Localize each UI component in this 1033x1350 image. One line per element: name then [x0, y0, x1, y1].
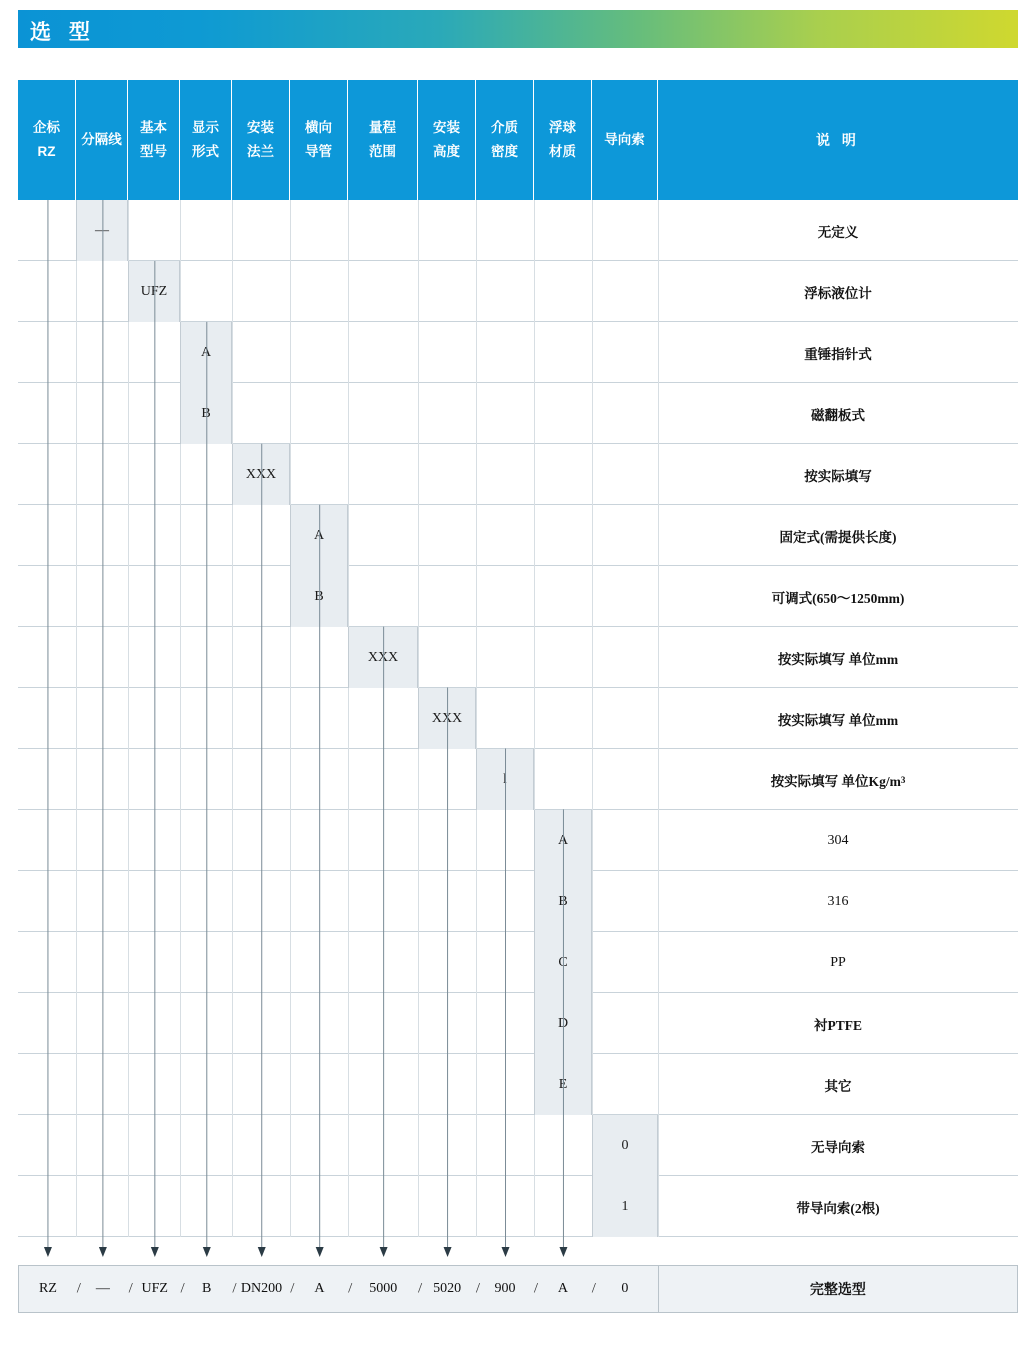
summary-value-text: A: [314, 1281, 325, 1296]
header-cell-7: [418, 80, 476, 200]
summary-value-text: UFZ: [141, 1281, 168, 1296]
header-cell-9: [534, 80, 592, 200]
header-cell-line2: RZ: [37, 144, 56, 159]
page-title: 选 型: [30, 21, 96, 44]
option-code: A: [534, 810, 592, 871]
header-cell-line1: 浮球: [549, 120, 576, 136]
option-row: [18, 749, 1018, 810]
column-separator: [128, 932, 129, 993]
option-code: B: [180, 383, 232, 444]
header-cell-line1: 安装: [247, 120, 274, 136]
option-row: [18, 1176, 1018, 1237]
column-separator: [348, 810, 349, 871]
summary-row: [18, 1265, 1018, 1313]
header-cell-line1: 说 明: [816, 131, 860, 148]
column-separator: [290, 1176, 291, 1237]
column-separator: [348, 688, 349, 749]
column-separator: [348, 200, 349, 261]
header-cell-line2: 法兰: [247, 144, 274, 159]
column-separator: [418, 871, 419, 932]
column-separator: [290, 871, 291, 932]
header-cell-10: [592, 80, 658, 200]
option-code: XXX: [232, 444, 290, 505]
summary-value-text: 0: [621, 1281, 629, 1296]
column-separator: [180, 566, 181, 627]
option-code: XXX: [348, 627, 418, 688]
summary-separator: /: [76, 1280, 81, 1297]
column-separator: [592, 749, 593, 810]
column-separator: [592, 810, 593, 871]
column-separator: [76, 1115, 77, 1176]
column-separator: [476, 444, 477, 505]
option-description: 浮标液位计: [804, 285, 872, 301]
leader-arrowhead: [99, 1247, 107, 1257]
header-cell-line2: 密度: [491, 144, 518, 159]
summary-separator: /: [591, 1280, 596, 1297]
column-separator: [180, 505, 181, 566]
option-description: 重锤指针式: [804, 346, 872, 362]
summary-separator: /: [475, 1280, 481, 1297]
option-code: B: [534, 871, 592, 932]
option-row: [18, 1115, 1018, 1176]
column-separator: [348, 1115, 349, 1176]
column-separator: [290, 1054, 291, 1115]
column-separator: [592, 871, 593, 932]
column-separator: [534, 627, 535, 688]
column-separator: [232, 993, 233, 1054]
summary-value: [181, 1266, 237, 1312]
column-separator: [128, 749, 129, 810]
option-code: A: [290, 505, 348, 566]
column-separator: [534, 505, 535, 566]
option-description: 316: [827, 893, 849, 909]
header-cell-line1: 安装: [433, 120, 460, 136]
column-separator: [290, 200, 291, 261]
column-separator: [232, 871, 233, 932]
column-separator: [418, 383, 419, 444]
column-separator: [290, 749, 291, 810]
column-separator: [128, 810, 129, 871]
column-separator: [534, 322, 535, 383]
column-separator: [290, 444, 291, 505]
column-separator: [418, 444, 419, 505]
column-separator: [592, 444, 593, 505]
header-cell-line2: 形式: [192, 144, 219, 159]
summary-value: [534, 1266, 596, 1312]
column-separator: [348, 261, 349, 322]
header-cell-1: [76, 80, 128, 200]
summary-value-text: A: [557, 1281, 568, 1296]
summary-value-text: 900: [494, 1281, 516, 1296]
column-separator: [592, 932, 593, 993]
option-description: 按实际填写: [804, 468, 872, 484]
column-separator: [180, 871, 181, 932]
column-separator: [232, 566, 233, 627]
column-separator: [418, 1054, 419, 1115]
column-separator: [476, 993, 477, 1054]
column-separator: [76, 505, 77, 566]
column-separator: [418, 505, 419, 566]
column-separator: [180, 932, 181, 993]
column-separator: [128, 871, 129, 932]
column-separator: [76, 871, 77, 932]
column-separator: [534, 1115, 535, 1176]
option-description: 带导向索(2根): [796, 1200, 880, 1216]
column-separator: [534, 383, 535, 444]
column-separator: [418, 566, 419, 627]
column-separator: [232, 688, 233, 749]
column-separator: [476, 871, 477, 932]
option-description: 衬PTFE: [813, 1017, 862, 1033]
column-separator: [534, 749, 535, 810]
column-separator: [180, 1054, 181, 1115]
column-separator: [418, 993, 419, 1054]
header-cell-line1: 显示: [192, 120, 219, 136]
column-separator: [76, 322, 77, 383]
column-separator: [290, 993, 291, 1054]
column-separator: [418, 1176, 419, 1237]
column-separator: [476, 688, 477, 749]
option-row: [18, 810, 1018, 871]
option-row: [18, 200, 1018, 261]
column-separator: [76, 688, 77, 749]
column-separator: [348, 444, 349, 505]
column-separator: [592, 261, 593, 322]
column-separator: [180, 200, 181, 261]
option-description: 304: [827, 832, 849, 848]
column-separator: [128, 566, 129, 627]
option-row: [18, 871, 1018, 932]
column-separator: [290, 688, 291, 749]
column-separator: [592, 993, 593, 1054]
summary-value: [418, 1266, 481, 1312]
option-description: 按实际填写 单位mm: [777, 651, 899, 667]
leader-arrowhead: [502, 1247, 510, 1257]
option-row: [18, 444, 1018, 505]
header-cell-line1: 横向: [305, 120, 332, 136]
option-description: 固定式(需提供长度): [779, 529, 897, 545]
column-separator: [290, 932, 291, 993]
column-separator: [76, 932, 77, 993]
header-cell-2: [128, 80, 180, 200]
column-separator: [348, 322, 349, 383]
column-separator: [534, 444, 535, 505]
summary-value-text: B: [201, 1281, 212, 1296]
column-separator: [348, 932, 349, 993]
header-cell-line2: 导管: [305, 144, 332, 159]
summary-value: [233, 1266, 295, 1312]
column-separator: [180, 810, 181, 871]
column-separator: [476, 1054, 477, 1115]
column-separator: [128, 688, 129, 749]
column-separator: [534, 261, 535, 322]
column-separator: [290, 627, 291, 688]
option-code: —: [76, 200, 128, 261]
column-separator: [476, 566, 477, 627]
column-separator: [180, 261, 181, 322]
column-separator: [534, 1176, 535, 1237]
option-row: [18, 688, 1018, 749]
option-code: B: [290, 566, 348, 627]
option-row: [18, 261, 1018, 322]
column-separator: [232, 1115, 233, 1176]
summary-value: [19, 1266, 81, 1312]
column-separator: [128, 1115, 129, 1176]
header-cell-line1: 导向索: [604, 132, 645, 148]
option-description: 无导向索: [811, 1139, 865, 1155]
header-cell-line2: 材质: [549, 144, 576, 159]
column-separator: [128, 322, 129, 383]
leader-arrowhead: [44, 1247, 52, 1257]
summary-value-text: DN200: [240, 1281, 283, 1296]
column-separator: [348, 993, 349, 1054]
column-separator: [418, 1115, 419, 1176]
option-row: [18, 1054, 1018, 1115]
header-cell-line1: 基本: [140, 120, 167, 136]
column-separator: [592, 505, 593, 566]
column-separator: [128, 200, 129, 261]
option-row: [18, 566, 1018, 627]
column-separator: [592, 627, 593, 688]
option-code: A: [180, 322, 232, 383]
leader-arrowhead: [559, 1247, 567, 1257]
column-separator: [180, 749, 181, 810]
column-separator: [418, 322, 419, 383]
header-cell-line1: 介质: [491, 120, 518, 136]
column-separator: [476, 1176, 477, 1237]
column-separator: [128, 1176, 129, 1237]
column-separator: [592, 566, 593, 627]
summary-value-text: —: [95, 1281, 110, 1296]
summary-value: [348, 1266, 423, 1312]
header-cell-3: [180, 80, 232, 200]
column-separator: [180, 1176, 181, 1237]
option-description: 可调式(650～1250mm): [771, 590, 905, 606]
option-code: D: [534, 993, 592, 1054]
column-separator: [232, 383, 233, 444]
column-separator: [348, 566, 349, 627]
summary-separator: /: [180, 1280, 185, 1297]
column-separator: [128, 993, 129, 1054]
leader-arrowhead: [380, 1247, 388, 1257]
option-row: [18, 505, 1018, 566]
column-separator: [592, 200, 593, 261]
column-separator: [534, 566, 535, 627]
column-separator: [290, 261, 291, 322]
column-separator: [128, 383, 129, 444]
column-separator: [418, 200, 419, 261]
summary-value-text: 5000: [369, 1281, 398, 1296]
column-separator: [180, 688, 181, 749]
header-cell-11: [658, 80, 1018, 200]
column-separator: [76, 627, 77, 688]
column-separator: [476, 322, 477, 383]
column-separator: [232, 200, 233, 261]
column-separator: [180, 1115, 181, 1176]
option-code: 1: [592, 1176, 658, 1237]
column-separator: [348, 383, 349, 444]
option-row: [18, 383, 1018, 444]
column-separator: [534, 200, 535, 261]
summary-value: [592, 1266, 658, 1312]
column-separator: [476, 261, 477, 322]
summary-separator: /: [290, 1280, 295, 1297]
option-description: 其它: [824, 1078, 852, 1094]
option-rows: [18, 200, 1018, 1237]
column-separator: [476, 383, 477, 444]
option-code: C: [534, 932, 592, 993]
column-separator: [476, 627, 477, 688]
column-separator: [290, 322, 291, 383]
header-cell-6: [348, 80, 418, 200]
column-separator: [418, 261, 419, 322]
option-description: PP: [830, 954, 846, 970]
option-code: UFZ: [128, 261, 180, 322]
column-separator: [128, 1054, 129, 1115]
leader-arrowhead: [444, 1247, 452, 1257]
option-row: [18, 627, 1018, 688]
column-separator: [76, 1176, 77, 1237]
header-cell-line1: 分隔线: [81, 132, 122, 148]
column-separator: [290, 383, 291, 444]
option-row: [18, 932, 1018, 993]
header-cell-5: [290, 80, 348, 200]
column-separator: [476, 810, 477, 871]
column-separator: [418, 627, 419, 688]
summary-value: [129, 1266, 185, 1312]
column-separator: [476, 932, 477, 993]
option-description: 无定义: [817, 224, 859, 240]
column-separator: [76, 566, 77, 627]
summary-separator: /: [533, 1280, 538, 1297]
column-separator: [348, 749, 349, 810]
column-separator: [290, 1115, 291, 1176]
header-cell-line1: 量程: [369, 120, 396, 136]
column-separator: [348, 1176, 349, 1237]
summary-value-text: RZ: [39, 1281, 57, 1296]
column-separator: [592, 383, 593, 444]
column-separator: [180, 444, 181, 505]
column-separator: [76, 993, 77, 1054]
column-separator: [76, 444, 77, 505]
summary-label: 完整选型: [658, 1266, 1017, 1312]
header-cell-line2: 型号: [140, 144, 167, 159]
leader-arrowhead: [151, 1247, 159, 1257]
column-separator: [290, 810, 291, 871]
column-separator: [592, 688, 593, 749]
column-separator: [76, 1054, 77, 1115]
summary-value: [290, 1266, 353, 1312]
column-separator: [418, 749, 419, 810]
column-separator: [418, 932, 419, 993]
column-separator: [76, 749, 77, 810]
header-cell-line2: 范围: [369, 144, 396, 159]
option-code: 0: [592, 1115, 658, 1176]
option-code: XXX: [418, 688, 476, 749]
summary-separator: /: [128, 1280, 133, 1297]
column-separator: [128, 505, 129, 566]
column-separator: [180, 993, 181, 1054]
summary-value: [476, 1266, 538, 1312]
column-separator: [232, 261, 233, 322]
option-code: E: [534, 1054, 592, 1115]
column-separator: [232, 749, 233, 810]
summary-separator: /: [418, 1280, 423, 1297]
column-separator: [534, 688, 535, 749]
header-cell-0: [18, 80, 76, 200]
column-separator: [476, 1115, 477, 1176]
column-separator: [232, 322, 233, 383]
column-separator: [76, 261, 77, 322]
column-separator: [592, 1054, 593, 1115]
header-cell-line1: 企标: [33, 120, 60, 136]
header-cell-4: [232, 80, 290, 200]
column-separator: [180, 627, 181, 688]
column-separator: [418, 810, 419, 871]
summary-value: [77, 1266, 133, 1312]
column-separator: [76, 810, 77, 871]
column-separator: [476, 200, 477, 261]
column-separator: [232, 627, 233, 688]
column-separator: [348, 505, 349, 566]
summary-value-text: 5020: [433, 1281, 462, 1296]
page-title-bar: [18, 10, 1018, 48]
column-separator: [232, 505, 233, 566]
leader-arrowhead: [203, 1247, 211, 1257]
column-separator: [232, 1054, 233, 1115]
column-separator: [476, 505, 477, 566]
column-separator: [592, 322, 593, 383]
header-cell-line2: 高度: [433, 144, 460, 159]
summary-separator: /: [232, 1280, 237, 1297]
column-separator: [128, 627, 129, 688]
option-row: [18, 322, 1018, 383]
summary-separator: /: [348, 1280, 353, 1297]
column-separator: [232, 1176, 233, 1237]
column-separator: [76, 383, 77, 444]
column-separator: [232, 932, 233, 993]
leader-arrowhead: [258, 1247, 266, 1257]
option-description: 按实际填写 单位mm: [777, 712, 899, 728]
option-description: 按实际填写 单位Kg/m 3: [770, 773, 906, 789]
table-header: [18, 80, 1018, 200]
option-description: 磁翻板式: [811, 407, 865, 423]
column-separator: [348, 1054, 349, 1115]
column-separator: [232, 810, 233, 871]
column-separator: [348, 871, 349, 932]
leader-arrowhead: [316, 1247, 324, 1257]
option-code: l: [476, 749, 534, 810]
header-cell-8: [476, 80, 534, 200]
option-row: [18, 993, 1018, 1054]
column-separator: [128, 444, 129, 505]
